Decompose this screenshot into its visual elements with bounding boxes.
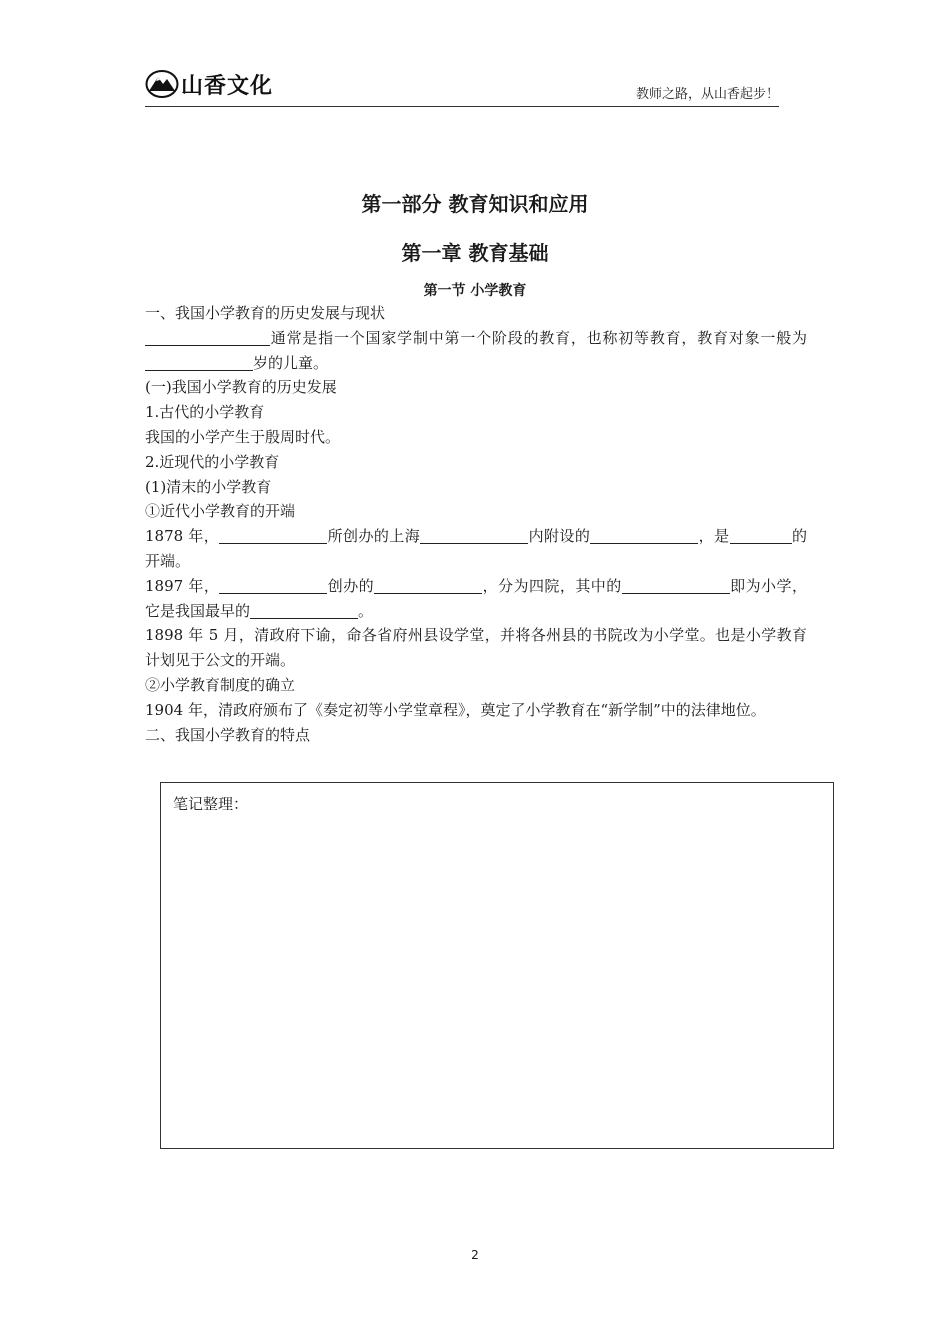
fill-blank <box>420 526 528 544</box>
header-slogan: 教师之路，从山香起步！ <box>635 87 779 102</box>
heading-system: ②小学教育制度的确立 <box>145 675 296 694</box>
fill-blank <box>374 576 482 594</box>
notes-box[interactable] <box>160 782 834 1149</box>
logo <box>145 68 273 100</box>
paragraph-1878: 1878 年， 所创办的上海 内附设的 ，是 的开端。 <box>145 527 807 570</box>
heading-features: 二、我国小学教育的特点 <box>145 725 311 744</box>
heading-ancient: 1.古代的小学教育 <box>145 403 265 422</box>
page-header <box>145 64 779 107</box>
paragraph-1897: 1897 年， 创办的 ，分为四院，其中的 即为小学，它是我国最早的 。 <box>145 576 807 620</box>
fill-blank <box>145 353 253 371</box>
mountain-logo-icon <box>145 69 179 99</box>
part-title: 第一部分 教育知识和应用 <box>361 192 589 216</box>
fill-blank <box>590 526 698 544</box>
logo-text: 山香文化 <box>181 73 274 99</box>
heading-modern: 2.近现代的小学教育 <box>145 452 280 471</box>
heading-history-status: 一、我国小学教育的历史发展与现状 <box>145 304 386 322</box>
paragraph-definition: 通常是指一个国家学制中第一个阶段的教育，也称初等教育，教育对象一般为岁的儿童。 <box>145 326 807 376</box>
notes-label: 笔记整理： <box>173 795 249 813</box>
heading-qing: (1)清末的小学教育 <box>145 477 272 496</box>
paragraph-ancient: 我国的小学产生于殷周时代。 <box>145 427 341 446</box>
section-title: 第一节 小学教育 <box>423 283 527 299</box>
paragraph-1904: 1904 年，清政府颁布了《奏定初等小学堂章程》，奠定了小学教育在“新学制”中的法律地位。 <box>145 700 766 719</box>
fill-blank <box>730 526 792 544</box>
page-number: 2 <box>471 1248 479 1262</box>
fill-blank <box>219 576 327 594</box>
fill-blank <box>250 601 358 619</box>
fill-blank <box>622 576 730 594</box>
paragraph-1898: 1898 年 5 月，清政府下谕，命各省府州县设学堂，并将各州县的书院改为小学堂。也是小学教育计划见于公文的开端。 <box>145 626 807 670</box>
fill-blank <box>145 328 270 346</box>
heading-history: (一)我国小学教育的历史发展 <box>145 378 337 397</box>
document-body <box>145 301 807 747</box>
chapter-title: 第一章 教育基础 <box>401 241 549 265</box>
heading-beginning: ①近代小学教育的开端 <box>145 502 296 521</box>
fill-blank <box>219 526 327 544</box>
